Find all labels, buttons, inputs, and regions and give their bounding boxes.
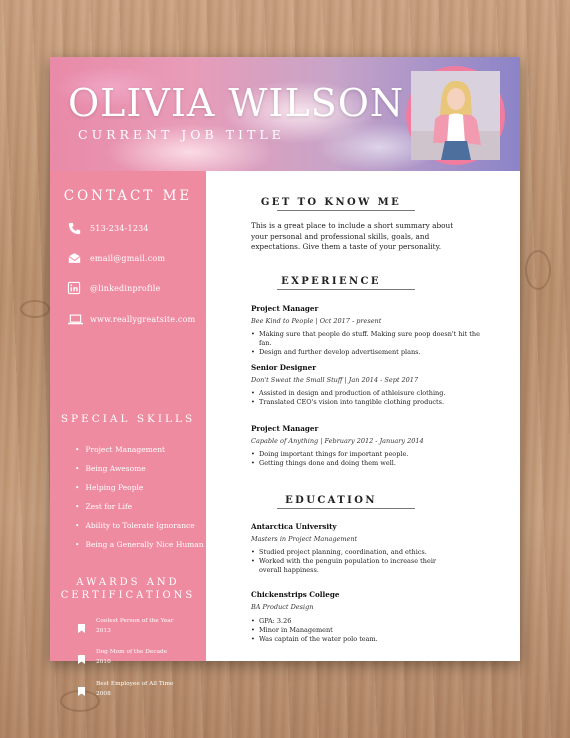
- phone-icon: [67, 221, 81, 235]
- award-title: Dog Mom of the Decade: [96, 649, 168, 655]
- contact-phone[interactable]: [67, 221, 149, 235]
- experience-heading: EXPERIENCE: [281, 276, 381, 287]
- award-year: 2010: [96, 658, 111, 665]
- bullet-item: • GPA: 3.26: [251, 617, 481, 626]
- contact-heading: CONTACT ME: [63, 188, 193, 204]
- degree: BA Product Design: [251, 603, 314, 611]
- about-text: This is a great place to include a short summary about your personal and professional skills, goals, and expectations. Give them a taste of your personality.: [251, 221, 454, 251]
- degree: Masters in Project Management: [251, 535, 358, 543]
- job-bullets: [251, 450, 481, 468]
- education-bullets: [251, 548, 451, 575]
- bullet-item: • Making sure that people do stuff. Making sure poop doesn't hit the fan.: [251, 330, 481, 348]
- job-title: Project Manager: [251, 304, 319, 313]
- award-year: 2008: [96, 690, 111, 697]
- job-meta: Don't Sweat the Small Stuff | Jan 2014 - Sept 2017: [251, 376, 419, 384]
- bookmark-icon: [78, 618, 86, 637]
- bookmark-icon: [78, 681, 86, 700]
- award-title: Coolest Person of the Year: [96, 618, 174, 624]
- resume-page: [50, 57, 520, 697]
- award-title: Best Employee of All Time: [96, 681, 174, 687]
- job-bullets: [251, 389, 481, 407]
- job-title-subtitle: CURRENT JOB TITLE: [78, 127, 285, 142]
- portrait-illustration: [411, 71, 500, 160]
- skill-item: • Ability to Tolerate Ignorance: [75, 521, 195, 530]
- skill-item: • Zest for Life: [75, 502, 132, 511]
- awards-heading-line1: AWARDS AND: [76, 577, 180, 588]
- divider: [277, 508, 415, 509]
- award-item: [78, 680, 196, 700]
- wood-knot: [20, 300, 50, 318]
- job-bullets: [251, 330, 481, 357]
- award-item: [78, 648, 196, 668]
- school-name: Antarctica University: [251, 522, 337, 531]
- bullet-item: • Studied project planning, coordination, and ethics.: [251, 548, 451, 557]
- email-icon: [67, 251, 81, 265]
- about-heading: GET TO KNOW ME: [260, 197, 402, 208]
- job-title: Project Manager: [251, 424, 319, 433]
- sidebar: [50, 171, 206, 697]
- website-text: www.reallygreatsite.com: [90, 314, 196, 324]
- bullet-item: • Was captain of the water polo team.: [251, 635, 481, 644]
- profile-photo-frame: [406, 66, 505, 165]
- bullet-item: • Minor in Management: [251, 626, 481, 635]
- bookmark-icon: [78, 649, 86, 668]
- school-name: Chickenstrips College: [251, 590, 340, 599]
- skill-item: • Being a Generally Nice Human: [75, 540, 204, 549]
- award-year: 2013: [96, 627, 111, 634]
- bullet-item: • Design and further develop advertisement plans.: [251, 348, 481, 357]
- contact-email-main[interactable]: [67, 251, 165, 265]
- skill-item: • Being Awesome: [75, 464, 146, 473]
- email-text: email@gmail.com: [90, 253, 166, 263]
- laptop-icon: [67, 312, 83, 326]
- contact-linkedin[interactable]: [67, 281, 160, 295]
- bullet-item: • Assisted in design and production of athleisure clothing.: [251, 389, 481, 398]
- bullet-item: • Translated CEO's vision into tangible clothing products.: [251, 398, 481, 407]
- resume-name: OLIVIA WILSON: [68, 81, 405, 125]
- award-item: [78, 617, 196, 637]
- education-heading: EDUCATION: [285, 495, 377, 506]
- profile-photo: [411, 71, 500, 160]
- skills-heading: SPECIAL SKILLS: [60, 413, 196, 425]
- bullet-item: • Getting things done and doing them well.: [251, 459, 481, 468]
- bullet-item: • Doing important things for important people.: [251, 450, 481, 459]
- awards-heading-line2: CERTIFICATIONS: [60, 590, 196, 601]
- education-bullets: [251, 617, 481, 644]
- resume-header: [50, 57, 520, 171]
- linkedin-icon: [67, 281, 81, 295]
- phone-text: 513-234-1234: [90, 223, 149, 233]
- job-title: Senior Designer: [251, 363, 316, 372]
- divider: [277, 210, 415, 211]
- bullet-item: • Worked with the penguin population to increase their overall happiness.: [251, 557, 451, 575]
- wood-knot: [525, 250, 551, 290]
- contact-website[interactable]: [67, 312, 195, 326]
- job-meta: Capable of Anything | February 2012 - January 2014: [251, 437, 424, 445]
- main-content: [206, 171, 520, 661]
- job-meta: Bee Kind to People | Oct 2017 - present: [251, 317, 382, 325]
- linkedin-text: @linkedinprofile: [90, 283, 161, 293]
- divider: [277, 289, 415, 290]
- skill-item: • Project Management: [75, 445, 165, 454]
- skill-item: • Helping People: [75, 483, 143, 492]
